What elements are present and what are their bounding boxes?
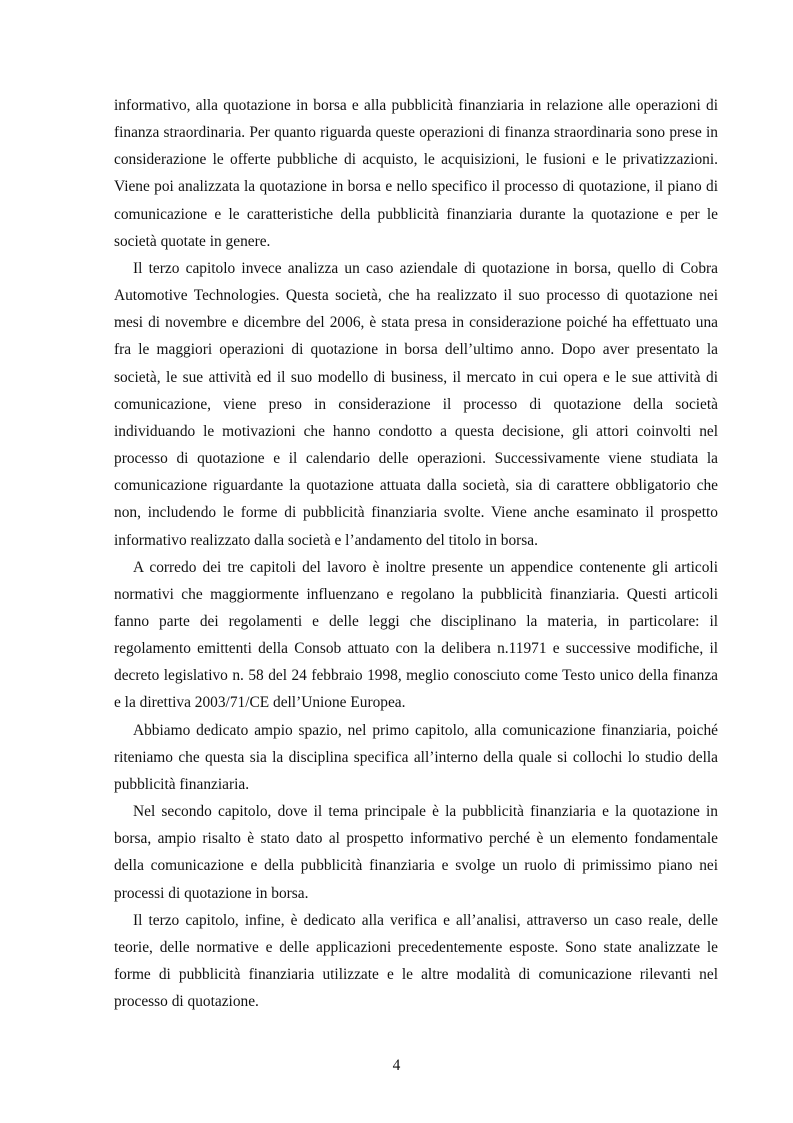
page-body <box>114 92 718 1015</box>
paragraph-1: informativo, alla quotazione in borsa e alla pubblicità finanziaria in relazione alle operazioni di finanza straordinaria. Per quanto riguarda queste operazioni di finanza straordinaria sono prese in considerazione le offerte pubbliche di acquisto, le acquisizioni, le fusioni e le privatizzazioni. Viene poi analizzata la quotazione in borsa e nello specifico il processo di quotazione, il piano di comunicazione e le caratteristiche della pubblicità finanziaria durante la quotazione e per le società quotate in genere. <box>114 97 718 250</box>
paragraph-2: Il terzo capitolo invece analizza un caso aziendale di quotazione in borsa, quello di Cobra Automotive Technologies. Questa società, che ha realizzato il suo processo di quotazione nei mesi di novembre e dicembre del 2006, è stata presa in considerazione poiché ha effettuato una fra le maggiori operazioni di quotazione in borsa dell’ultimo anno. Dopo aver presentato la società, le sue attività ed il suo modello di business, il mercato in cui opera e le sue attività di comunicazione, viene preso in considerazione il processo di quotazione della società individuando le motivazioni che hanno condotto a questa decisione, gli attori coinvolti nel processo di quotazione e il calendario delle operazioni. Successivamente viene studiata la comunicazione riguardante la quotazione attuata dalla società, sia di carattere obbligatorio che non, includendo le forme di pubblicità finanziaria svolte. Viene anche esaminato il prospetto informativo realizzato dalla società e l’andamento del titolo in borsa. <box>114 259 718 549</box>
paragraph-6: Il terzo capitolo, infine, è dedicato alla verifica e all’analisi, attraverso un caso reale, delle teorie, delle normative e delle applicazioni precedentemente esposte. Sono state analizzate le forme di pubblicità finanziaria utilizzate e le altre modalità di comunicazione rilevanti nel processo di quotazione. <box>114 911 718 1011</box>
paragraph-4: Abbiamo dedicato ampio spazio, nel primo capitolo, alla comunicazione finanziaria, poiché riteniamo che questa sia la disciplina specifica all’interno della quale si collochi lo studio della pubblicità finanziaria. <box>114 721 718 793</box>
page-number: 4 <box>392 1057 401 1074</box>
paragraph-5: Nel secondo capitolo, dove il tema principale è la pubblicità finanziaria e la quotazione in borsa, ampio risalto è stato dato al prospetto informativo perché è un elemento fondamentale della comunicazione e della pubblicità finanziaria e svolge un ruolo di primissimo piano nei processi di quotazione in borsa. <box>114 803 718 902</box>
paragraph-3: A corredo dei tre capitoli del lavoro è inoltre presente un appendice contenente gli articoli normativi che maggiormente influenzano e regolano la pubblicità finanziaria. Questi articoli fanno parte dei regolamenti e delle leggi che disciplinano la materia, in particolare: il regolamento emittenti della Consob attuato con la delibera n.11971 e successive modifiche, il decreto legislativo n. 58 del 24 febbraio 1998, meglio conosciuto come Testo unico della finanza e la direttiva 2003/71/CE dell’Unione Europea. <box>114 558 718 712</box>
